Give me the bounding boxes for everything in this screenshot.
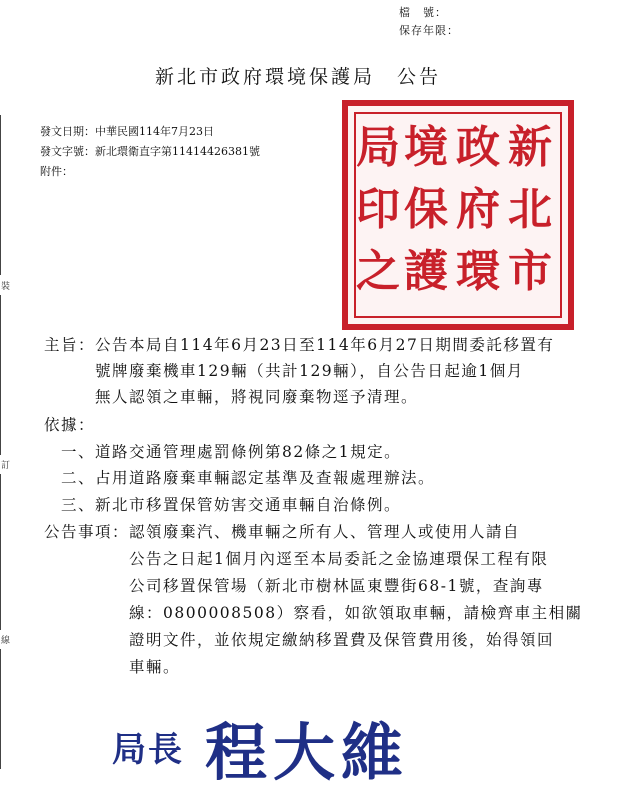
seal-glyph-10: 局 xyxy=(356,122,400,173)
basis-label: 依據： xyxy=(44,416,96,434)
subject-line-1: 主旨：公告本局自114年6月23日至114年6月27日期間委託移置有 xyxy=(44,336,555,354)
seal-glyph-11: 印 xyxy=(356,184,400,235)
seal-glyph-2: 北 xyxy=(508,184,552,235)
binding-line-mid xyxy=(0,295,1,455)
binding-line-low xyxy=(0,474,1,630)
binding-mark-1: 裝 xyxy=(1,282,11,292)
notice-line-2: 公告之日起1個月內逕至本局委託之金協連環保工程有限 xyxy=(44,550,549,568)
seal-glyph-1: 新 xyxy=(508,122,552,173)
subject-line-2: 號牌廢棄機車129輛（共計129輛），自公告日起逾1個月 xyxy=(44,362,524,380)
signature-name: 程大維 xyxy=(205,716,410,789)
seal-glyph-5: 府 xyxy=(456,184,500,235)
notice-line-4: 線：0800008508）察看，如欲領取車輛，請檢齊車主相關 xyxy=(44,604,583,622)
binding-line-bottom xyxy=(0,649,1,769)
signature-title: 局長 xyxy=(112,730,184,770)
attachment-label: 附件： xyxy=(40,165,73,178)
retention-label: 保存年限： xyxy=(399,24,459,37)
basis-item-3: 三、新北市移置保管妨害交通車輛自治條例。 xyxy=(61,496,402,514)
seal-glyph-7: 境 xyxy=(404,122,448,173)
seal-glyph-4: 政 xyxy=(456,122,500,173)
seal-glyph-9: 護 xyxy=(404,246,448,297)
seal-glyph-3: 市 xyxy=(508,246,552,297)
seal-glyph-6: 環 xyxy=(456,246,500,297)
notice-line-6: 車輛。 xyxy=(44,658,181,676)
seal-glyph-12: 之 xyxy=(356,246,400,297)
page-title: 新北市政府環境保護局 公告 xyxy=(155,66,442,88)
issue-date: 發文日期：中華民國114年7月23日 xyxy=(40,125,214,138)
binding-mark-3: 線 xyxy=(1,636,11,646)
basis-item-1: 一、道路交通管理處罰條例第82條之1規定。 xyxy=(61,443,402,461)
basis-item-2: 二、占用道路廢棄車輛認定基準及查報處理辦法。 xyxy=(61,469,436,487)
notice-line-1: 公告事項：認領廢棄汽、機車輛之所有人、管理人或使用人請自 xyxy=(44,523,521,541)
subject-line-3: 無人認領之車輛，將視同廢棄物逕予清理。 xyxy=(44,388,419,406)
notice-line-3: 公司移置保管場（新北市樹林區東豐街68-1號，查詢專 xyxy=(44,577,544,595)
seal-glyph-8: 保 xyxy=(404,184,448,235)
binding-line-top xyxy=(0,115,1,275)
file-number-label: 檔 號： xyxy=(399,6,447,19)
official-seal xyxy=(342,100,574,330)
issue-number: 發文字號：新北環衛直字第11414426381號 xyxy=(40,145,260,158)
notice-line-5: 證明文件，並依規定繳納移置費及保管費用後，始得領回 xyxy=(44,631,555,649)
binding-mark-2: 訂 xyxy=(1,461,11,471)
